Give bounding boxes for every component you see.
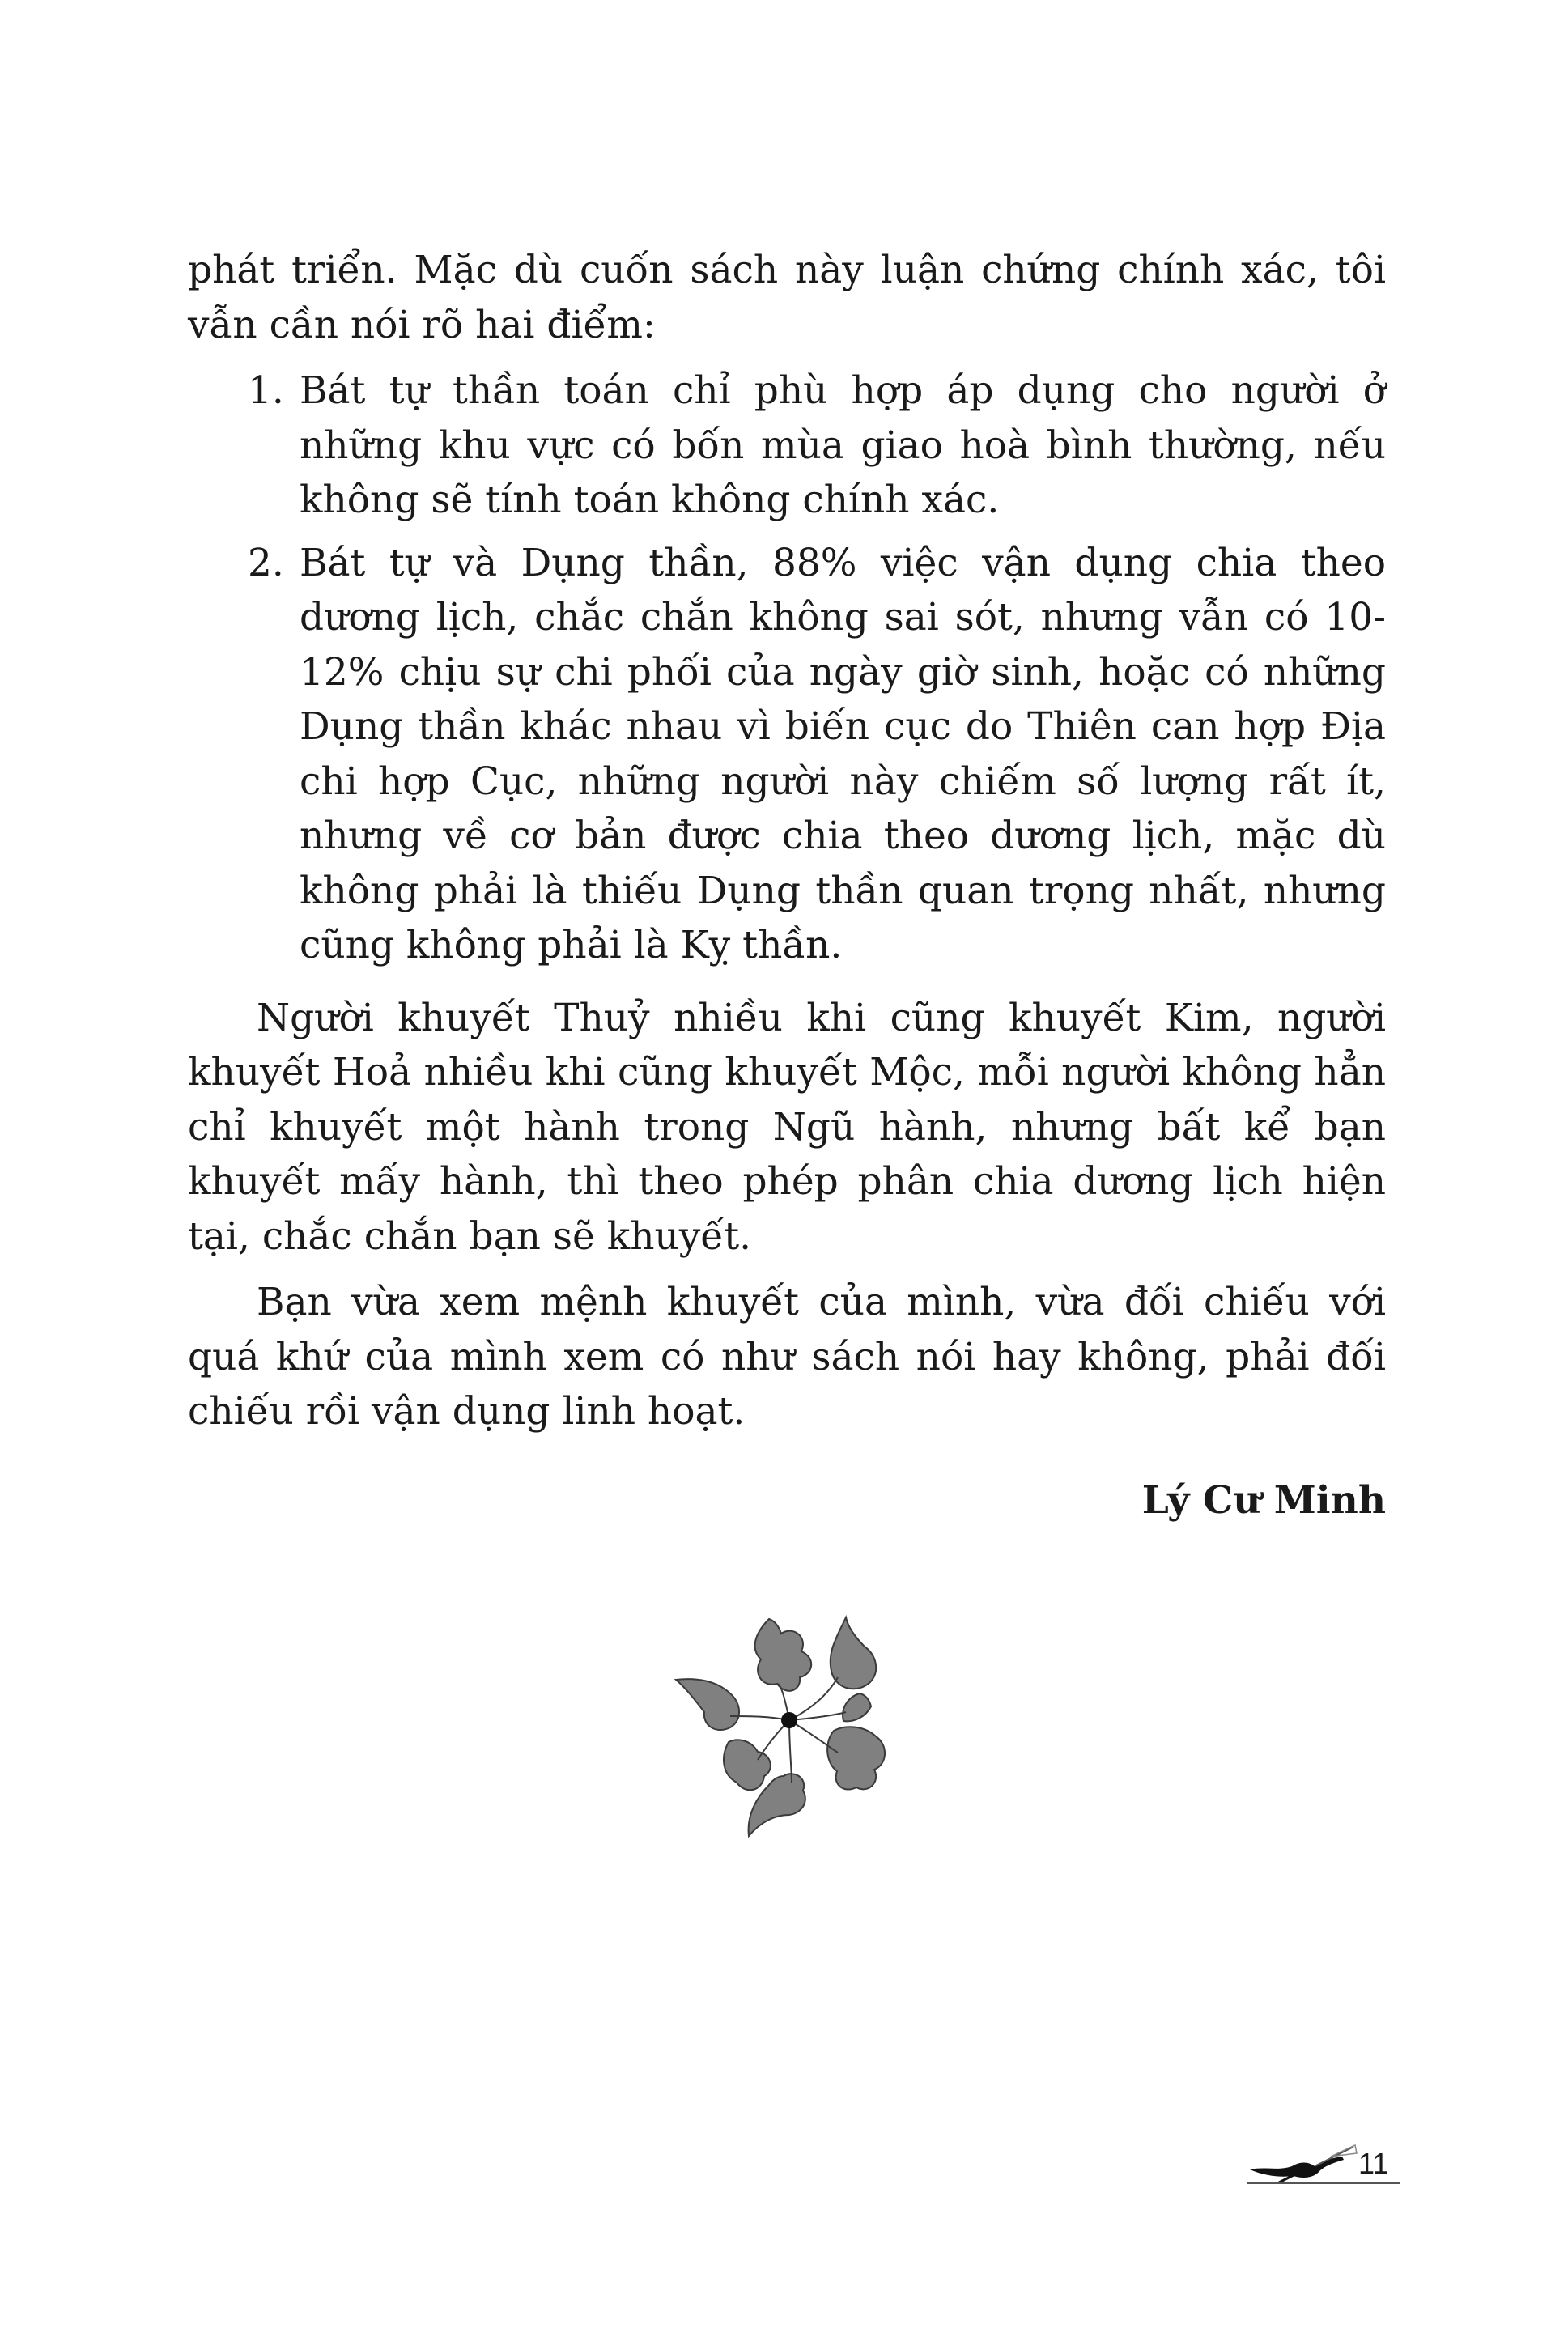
page-number: 11	[1358, 2147, 1389, 2180]
floral-ornament-icon	[672, 1603, 907, 1838]
intro-paragraph: phát triển. Mặc dù cuốn sách này luận chứng chính xác, tôi vẫn cần nói rõ hai điểm:	[188, 248, 1386, 347]
list-item-text: Bát tự thần toán chỉ phù hợp áp dụng cho người ở những khu vực có bốn mùa giao hoà bình thường, nếu không sẽ tính toán không chính xác.	[300, 368, 1386, 522]
bird-emblem-icon	[1247, 2142, 1360, 2184]
list-item	[248, 536, 1386, 973]
list-number: 1.	[248, 368, 284, 413]
list-item	[248, 363, 1386, 528]
numbered-list	[188, 363, 1386, 973]
list-item-text: Bát tự và Dụng thần, 88% việc vận dụng chia theo dương lịch, chắc chắn không sai sót, nhưng vẫn có 10-12% chịu sự chi phối của ngày giờ sinh, hoặc có những Dụng thần khác nhau vì biến cục do Thiên can hợp Địa chi hợp Cục, những người này chiếm số lượng rất ít, nhưng về cơ bản được chia theo dương lịch, mặc dù không phải là thiếu Dụng thần quan trọng nhất, nhưng cũng không phải là Kỵ thần.	[300, 540, 1386, 967]
body-paragraph: Bạn vừa xem mệnh khuyết của mình, vừa đối chiếu với quá khứ của mình xem có như sách nói hay không, phải đối chiếu rồi vận dụng linh hoạt.	[188, 1280, 1386, 1434]
footer-rule	[1247, 2182, 1400, 2184]
page-body	[188, 243, 1386, 1528]
author-signature: Lý Cư Minh	[1141, 1477, 1386, 1523]
list-number: 2.	[248, 540, 284, 585]
body-paragraph: Người khuyết Thuỷ nhiều khi cũng khuyết Kim, người khuyết Hoả nhiều khi cũng khuyết Mộc, mỗi người không hẳn chỉ khuyết một hành trong Ngũ hành, nhưng bất kể bạn khuyết mấy hành, thì theo phép phân chia dương lịch hiện tại, chắc chắn bạn sẽ khuyết.	[188, 995, 1386, 1259]
page-footer	[1247, 2137, 1400, 2186]
